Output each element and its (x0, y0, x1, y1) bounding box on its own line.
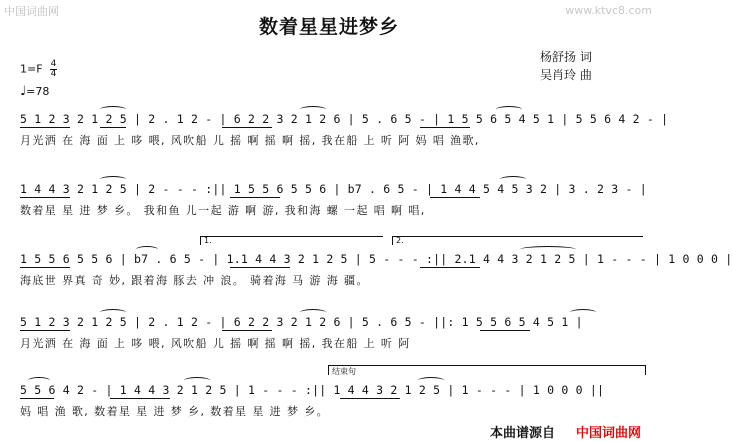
beam-line (340, 398, 400, 399)
watermark-site-url: www.ktvc8.com (565, 4, 652, 17)
notation-row-3: 1 5 5 6 5 5 6 | b7 . 6 5 - | 1.1 4 4 3 2 1 2 5 | 5 - - - :|| 2.1 4 4 3 2 1 2 5 | 1 - - - | 1 0 0 0 | (20, 252, 732, 266)
slur-mark (100, 106, 126, 113)
beam-line (420, 267, 480, 268)
time-signature-bottom: 4 (50, 69, 57, 79)
beam-line (230, 197, 280, 198)
key-label: 1=F (20, 62, 43, 76)
tempo-marking (20, 84, 49, 99)
quarter-note-icon: ♩ (20, 84, 27, 99)
notation-row-1: 5 1 2 3 2 1 2 5 | 2 . 1 2 - | 6 2 2 3 2 1 2 6 | 5 . 6 5 - | 1 5 5 6 5 4 5 1 | 5 5 6 4 2 - | (20, 112, 669, 126)
source-site[interactable]: 中国词曲网 (576, 426, 642, 441)
time-signature (50, 60, 57, 79)
key-signature (20, 60, 57, 79)
lyrics-row-1: 月光洒 在 海 面 上 哆 喂, 风吹船 儿 摇 啊 摇 啊 摇, 我在船 上 听 阿 妈 唱 渔歌, (20, 134, 480, 147)
beam-line (480, 330, 530, 331)
volta-1-bracket (200, 236, 383, 245)
slur-mark (418, 377, 444, 384)
beam-line (20, 267, 70, 268)
slur-mark (496, 106, 522, 113)
beam-line (230, 267, 290, 268)
watermark-site-name: 中国词曲网 (4, 5, 59, 18)
beam-line (430, 197, 480, 198)
tempo-value: =78 (26, 85, 50, 98)
beam-line (222, 330, 272, 331)
notation-row-2: 1 4 4 3 2 1 2 5 | 2 - - - :|| 1 5 5 6 5 5 6 | b7 . 6 5 - | 1 4 4 5 4 5 3 2 | 3 . 2 3 - | (20, 182, 647, 196)
beam-line (20, 330, 70, 331)
slur-mark (184, 377, 210, 384)
slur-mark (300, 106, 326, 113)
lyrics-row-2: 数着星 星 进 梦 乡。 我和鱼 儿一起 游 啊 游, 我和海 螺 一起 唱 啊 唱, (20, 204, 426, 217)
slur-mark (100, 176, 126, 183)
lyrics-row-4: 月光洒 在 海 面 上 哆 喂, 风吹船 儿 摇 啊 摇 啊 摇, 我在船 上 听 阿 (20, 337, 411, 350)
composer-credit: 吴肖玲 曲 (540, 68, 592, 82)
song-title: 数着星星进梦乡 (258, 16, 399, 38)
slur-mark (28, 377, 50, 384)
lyrics-row-5: 妈 唱 渔 歌, 数着星 星 进 梦 乡, 数着星 星 进 梦 乡。 (20, 405, 330, 418)
beam-line (20, 398, 54, 399)
beam-line (100, 127, 126, 128)
slur-mark (570, 309, 596, 316)
source-label: 本曲谱源自 (490, 426, 556, 441)
lyricist-credit: 杨舒扬 词 (540, 50, 592, 64)
slur-mark (500, 176, 526, 183)
slur-mark (300, 309, 326, 316)
ending-phrase-box (328, 365, 646, 375)
notation-row-4: 5 1 2 3 2 1 2 5 | 2 . 1 2 - | 6 2 2 3 2 1 2 6 | 5 . 6 5 - ||: 1 5 5 6 5 4 5 1 | (20, 315, 583, 329)
volta-2-bracket (392, 236, 643, 245)
beam-line (420, 127, 470, 128)
beam-line (110, 398, 170, 399)
notation-row-5: 5 5 6 4 2 - | 1 4 4 3 2 1 2 5 | 1 - - - :|| 1 4 4 3 2 1 2 5 | 1 - - - | 1 0 0 0 || (20, 383, 605, 397)
beam-line (222, 127, 272, 128)
volta-1-label: 1. (204, 236, 212, 245)
ending-phrase-label: 结束句 (332, 367, 356, 376)
beam-line (20, 127, 70, 128)
tie-mark (520, 246, 576, 253)
lyrics-row-3: 海底世 界真 奇 妙, 跟着海 豚去 冲 浪。 骑着海 马 游 海 疆。 (20, 274, 369, 287)
time-signature-top: 4 (50, 59, 57, 69)
volta-2-label: 2. (396, 236, 404, 245)
slur-mark (100, 309, 126, 316)
slur-mark (136, 246, 158, 253)
beam-line (20, 197, 70, 198)
